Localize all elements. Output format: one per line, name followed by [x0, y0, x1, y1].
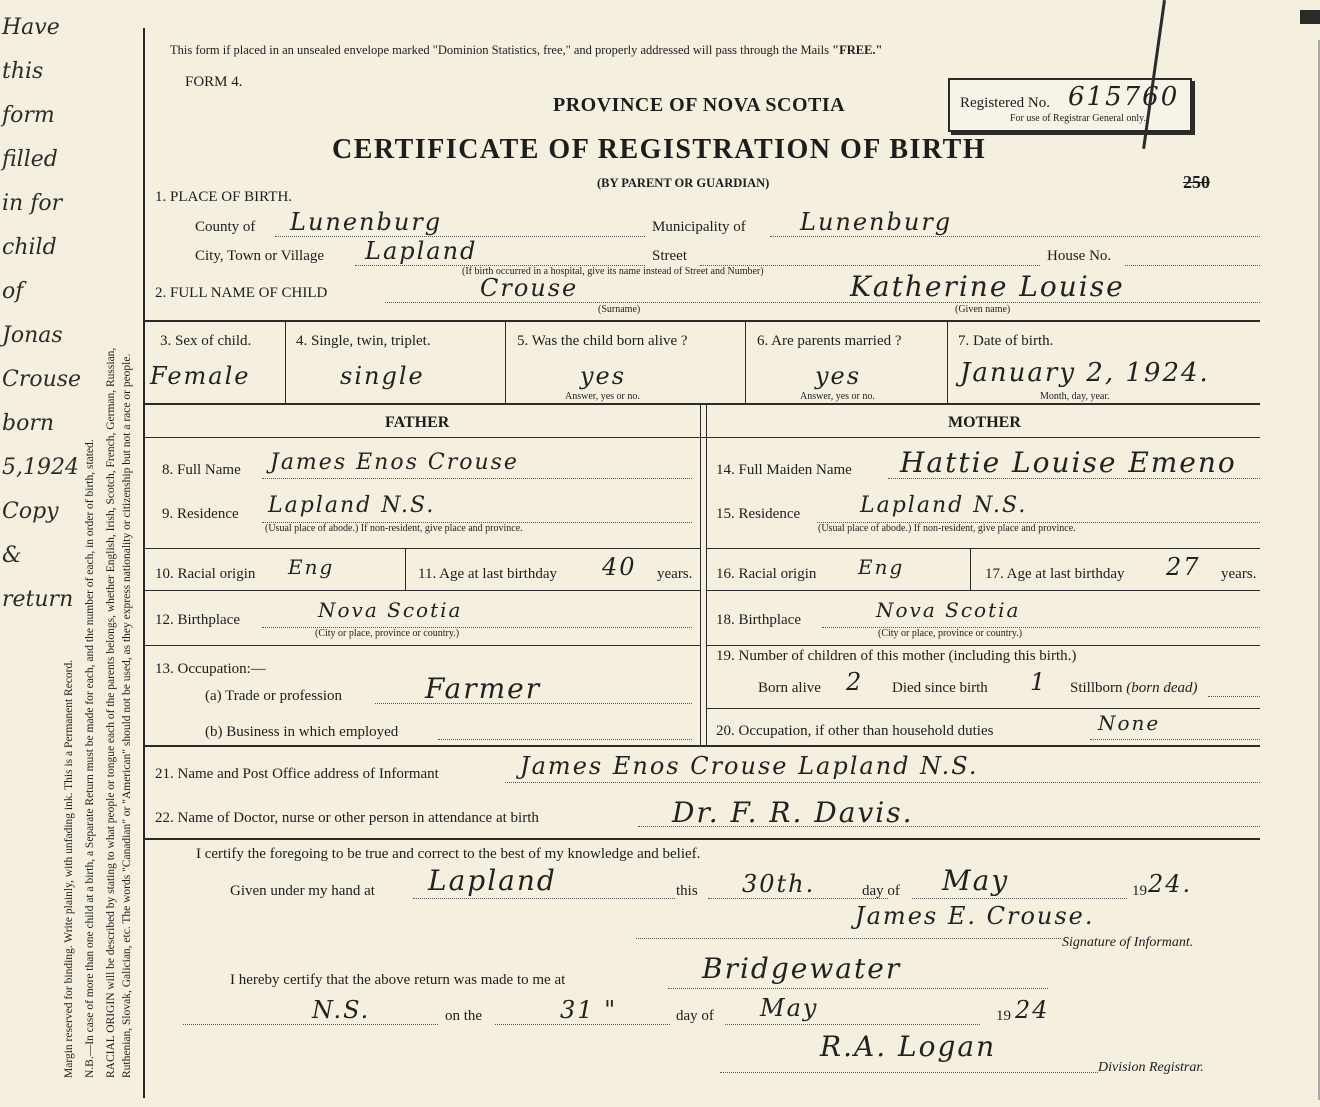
mother-occupation-value: None — [1098, 711, 1161, 735]
mother-years-label: years. — [1221, 566, 1257, 582]
sex-value: Female — [150, 362, 251, 390]
mother-heading: MOTHER — [948, 414, 1021, 431]
registrar-use-note: For use of Registrar General only. — [1010, 113, 1146, 124]
registrar-day-value: 31 " — [560, 996, 618, 1024]
date-of-birth-value: January 2, 1924. — [960, 358, 1210, 388]
certify-month-line — [912, 898, 1127, 899]
stamp-number: 250 — [1183, 172, 1210, 192]
informant-value: James Enos Crouse Lapland N.S. — [520, 752, 979, 780]
certification-statement: I certify the foregoing to be true and correct to the best of my knowledge and belief. — [196, 846, 701, 862]
father-heading: FATHER — [385, 414, 450, 431]
row-divider — [145, 590, 700, 591]
row-divider — [706, 548, 1260, 549]
business-line — [438, 739, 692, 740]
registered-label: Registered No. — [960, 95, 1050, 111]
surname-caption: (Surname) — [598, 304, 641, 315]
stillborn-label — [1070, 680, 1198, 697]
row-divider — [145, 437, 1260, 438]
page-subtitle: (BY PARENT OR GUARDIAN) — [597, 176, 770, 190]
registered-value: 615760 — [1068, 82, 1180, 112]
margin-handwritten-note — [2, 6, 82, 622]
father-birthplace-caption: (City or place, province or country.) — [315, 628, 460, 639]
certify-month-value: May — [942, 864, 1010, 897]
father-residence-value: Lapland N.S. — [268, 493, 436, 518]
cell-divider — [745, 320, 746, 403]
married-value: yes — [815, 362, 862, 390]
died-since-birth-value: 1 — [1030, 668, 1048, 696]
mother-age-label: 17. Age at last birthday — [985, 566, 1125, 582]
stillborn-line — [1208, 696, 1260, 697]
margin-note-line: form filled — [2, 103, 58, 172]
given-name-caption: (Given name) — [955, 304, 1011, 315]
form-left-border — [143, 28, 145, 1098]
row-divider — [145, 403, 1260, 405]
street-label: Street — [652, 248, 687, 264]
page-title: CERTIFICATE OF REGISTRATION OF BIRTH — [332, 134, 987, 165]
born-alive-caption: Answer, yes or no. — [565, 391, 640, 402]
given-under-hand-label: Given under my hand at — [230, 883, 375, 899]
row-divider — [145, 548, 700, 549]
municipality-label: Municipality of — [652, 219, 746, 235]
cell-divider — [947, 320, 948, 403]
date-of-birth-caption: Month, day, year. — [1040, 391, 1110, 402]
father-name-line — [262, 478, 692, 479]
children-count-label: 19. Number of children of this mother (including this birth.) — [716, 648, 1077, 664]
father-residence-caption: (Usual place of abode.) If non-resident, give place and province. — [265, 523, 523, 534]
trade-value: Farmer — [425, 672, 542, 705]
mail-free: "FREE." — [832, 43, 883, 57]
side-text-racial-origin-cont: Ruthenian, Slovak, Galician, etc. The words "Canadian" or "American" should not be used, as they express nationality or citizenship but not a race or people. — [121, 353, 133, 1078]
registrar-signature-line — [720, 1072, 1098, 1073]
died-since-birth-label: Died since birth — [892, 680, 988, 696]
place-of-birth-label: 1. PLACE OF BIRTH. — [155, 189, 293, 205]
registrar-caption: Division Registrar. — [1098, 1060, 1204, 1075]
certify-year-prefix: 19 — [1132, 883, 1147, 899]
margin-note-line: child of — [2, 235, 57, 304]
county-label: County of — [195, 219, 256, 235]
registrar-month-line — [725, 1024, 980, 1025]
province-heading: PROVINCE OF NOVA SCOTIA — [553, 94, 846, 116]
father-years-label: years. — [657, 566, 693, 582]
registrar-day-line — [495, 1024, 670, 1025]
born-alive-count-label: Born alive — [758, 680, 821, 696]
date-of-birth-label: 7. Date of birth. — [958, 333, 1054, 349]
born-alive-label: 5. Was the child born alive ? — [517, 333, 688, 349]
informant-signature: James E. Crouse. — [855, 902, 1095, 930]
trade-label: (a) Trade or profession — [205, 688, 343, 704]
row-divider — [145, 745, 1260, 747]
form-number: FORM 4. — [185, 74, 243, 90]
mother-name-value: Hattie Louise Emeno — [900, 446, 1237, 479]
mail-notice-text: This form if placed in an unsealed envelope marked "Dominion Statistics, free," and properly addressed will pass through the Mails — [170, 43, 829, 57]
hospital-note: (If birth occurred in a hospital, give its name instead of Street and Number) — [462, 266, 764, 277]
row-divider — [706, 645, 1260, 646]
registrar-year-value: 24 — [1015, 996, 1050, 1024]
margin-note-line: Have this — [2, 15, 60, 84]
row-divider — [706, 590, 1260, 591]
mail-notice — [170, 43, 882, 58]
mother-birthplace-value: Nova Scotia — [876, 598, 1021, 622]
given-place-line — [413, 898, 675, 899]
registrar-month-value: May — [760, 994, 819, 1022]
doctor-label: 22. Name of Doctor, nurse or other person in attendance at birth — [155, 810, 539, 826]
mother-occupation-label: 20. Occupation, if other than household duties — [716, 723, 994, 739]
registrar-day-of-label: day of — [676, 1008, 714, 1024]
child-given-name: Katherine Louise — [850, 270, 1125, 303]
registered-number-box — [948, 78, 1192, 132]
margin-note-line: Crouse — [2, 367, 82, 392]
row-divider — [145, 320, 1260, 322]
certify-day-value: 30th. — [742, 870, 816, 898]
city-label: City, Town or Village — [195, 248, 325, 264]
margin-note-line: born — [2, 411, 55, 436]
born-alive-value: yes — [580, 362, 627, 390]
mother-race-value: Eng — [858, 555, 905, 579]
child-surname: Crouse — [480, 274, 579, 302]
county-value: Lunenburg — [290, 208, 443, 236]
municipality-value: Lunenburg — [800, 208, 953, 236]
cell-divider — [285, 320, 286, 403]
married-label: 6. Are parents married ? — [757, 333, 902, 349]
column-divider — [706, 405, 707, 745]
certify-day-of-label: day of — [862, 883, 900, 899]
signature-line — [636, 938, 1061, 939]
child-name-label: 2. FULL NAME OF CHILD — [155, 285, 328, 301]
cell-divider — [970, 548, 971, 590]
margin-note-line: Jonas — [2, 323, 63, 348]
registrar-place-value: Bridgewater — [702, 952, 902, 985]
certify-day-line — [708, 898, 888, 899]
informant-label: 21. Name and Post Office address of Informant — [155, 766, 439, 782]
house-number-label: House No. — [1047, 248, 1112, 264]
mother-race-label: 16. Racial origin — [716, 566, 817, 582]
father-race-label: 10. Racial origin — [155, 566, 256, 582]
stillborn-note: (born dead) — [1126, 680, 1198, 696]
registrar-province-line — [183, 1024, 438, 1025]
sex-label: 3. Sex of child. — [160, 333, 252, 349]
certify-year-value: 24. — [1148, 870, 1193, 898]
father-name-value: James Enos Crouse — [270, 450, 519, 475]
cell-divider — [505, 320, 506, 403]
married-caption: Answer, yes or no. — [800, 391, 875, 402]
side-text-multiple-births: N.B.—In case of more than one child at a birth, a Separate Return must be made for each, and the number of each, in order of birth, stated. — [84, 439, 96, 1078]
mother-residence-caption: (Usual place of abode.) If non-resident, give place and province. — [818, 523, 1076, 534]
father-birthplace-label: 12. Birthplace — [155, 612, 240, 628]
registrar-signature: R.A. Logan — [820, 1030, 997, 1063]
margin-note-line: return — [2, 587, 74, 612]
margin-note-line: 5,1924 — [2, 455, 79, 480]
side-text-binding: Margin reserved for binding. Write plainly, with unfading ink. This is a Permanent Record. — [63, 659, 75, 1078]
mother-birthplace-caption: (City or place, province or country.) — [878, 628, 1023, 639]
margin-note-line: in for — [2, 191, 63, 216]
plurality-label: 4. Single, twin, triplet. — [296, 333, 431, 349]
given-place-value: Lapland — [428, 864, 557, 897]
father-age-value: 40 — [602, 553, 637, 581]
registrar-province-value: N.S. — [312, 996, 371, 1024]
margin-note-line: Copy — [2, 499, 59, 524]
registrar-place-line — [668, 988, 1048, 989]
registrar-year-prefix: 19 — [996, 1008, 1011, 1024]
father-race-value: Eng — [288, 555, 335, 579]
born-alive-count-value: 2 — [846, 668, 864, 696]
column-divider — [700, 405, 701, 745]
father-age-label: 11. Age at last birthday — [418, 566, 557, 582]
father-residence-label: 9. Residence — [162, 506, 239, 522]
business-label: (b) Business in which employed — [205, 724, 399, 740]
doctor-value: Dr. F. R. Davis. — [672, 796, 914, 829]
side-text-racial-origin: RACIAL ORIGIN will be described by stating to what people or tongue each of the parents belongs, whether English, Irish, Scotch, French, German, Russian, — [105, 347, 117, 1078]
mother-residence-value: Lapland N.S. — [860, 493, 1028, 518]
cell-divider — [405, 548, 406, 590]
mother-birthplace-label: 18. Birthplace — [716, 612, 801, 628]
mother-occupation-line — [1090, 739, 1260, 740]
this-label: this — [676, 883, 698, 899]
city-value: Lapland — [365, 237, 478, 265]
row-divider — [145, 645, 700, 646]
father-birthplace-value: Nova Scotia — [318, 598, 463, 622]
registrar-on-the-label: on the — [445, 1008, 483, 1024]
margin-note-line: & — [2, 543, 22, 568]
child-name-line — [385, 302, 1260, 303]
registrar-statement: I hereby certify that the above return was made to me at — [230, 972, 566, 988]
signature-caption: Signature of Informant. — [1062, 935, 1194, 950]
edge-mark — [1300, 10, 1320, 24]
row-divider — [145, 838, 1260, 840]
municipality-line — [770, 236, 1260, 237]
informant-line — [505, 782, 1260, 783]
stillborn-label-text: Stillborn — [1070, 680, 1123, 696]
mother-residence-label: 15. Residence — [716, 506, 801, 522]
father-name-label: 8. Full Name — [162, 462, 241, 478]
house-number-line — [1125, 265, 1260, 266]
mother-age-value: 27 — [1166, 553, 1201, 581]
occupation-label: 13. Occupation:— — [155, 661, 266, 677]
row-divider — [706, 708, 1260, 709]
mother-name-label: 14. Full Maiden Name — [716, 462, 852, 478]
plurality-value: single — [340, 362, 425, 390]
